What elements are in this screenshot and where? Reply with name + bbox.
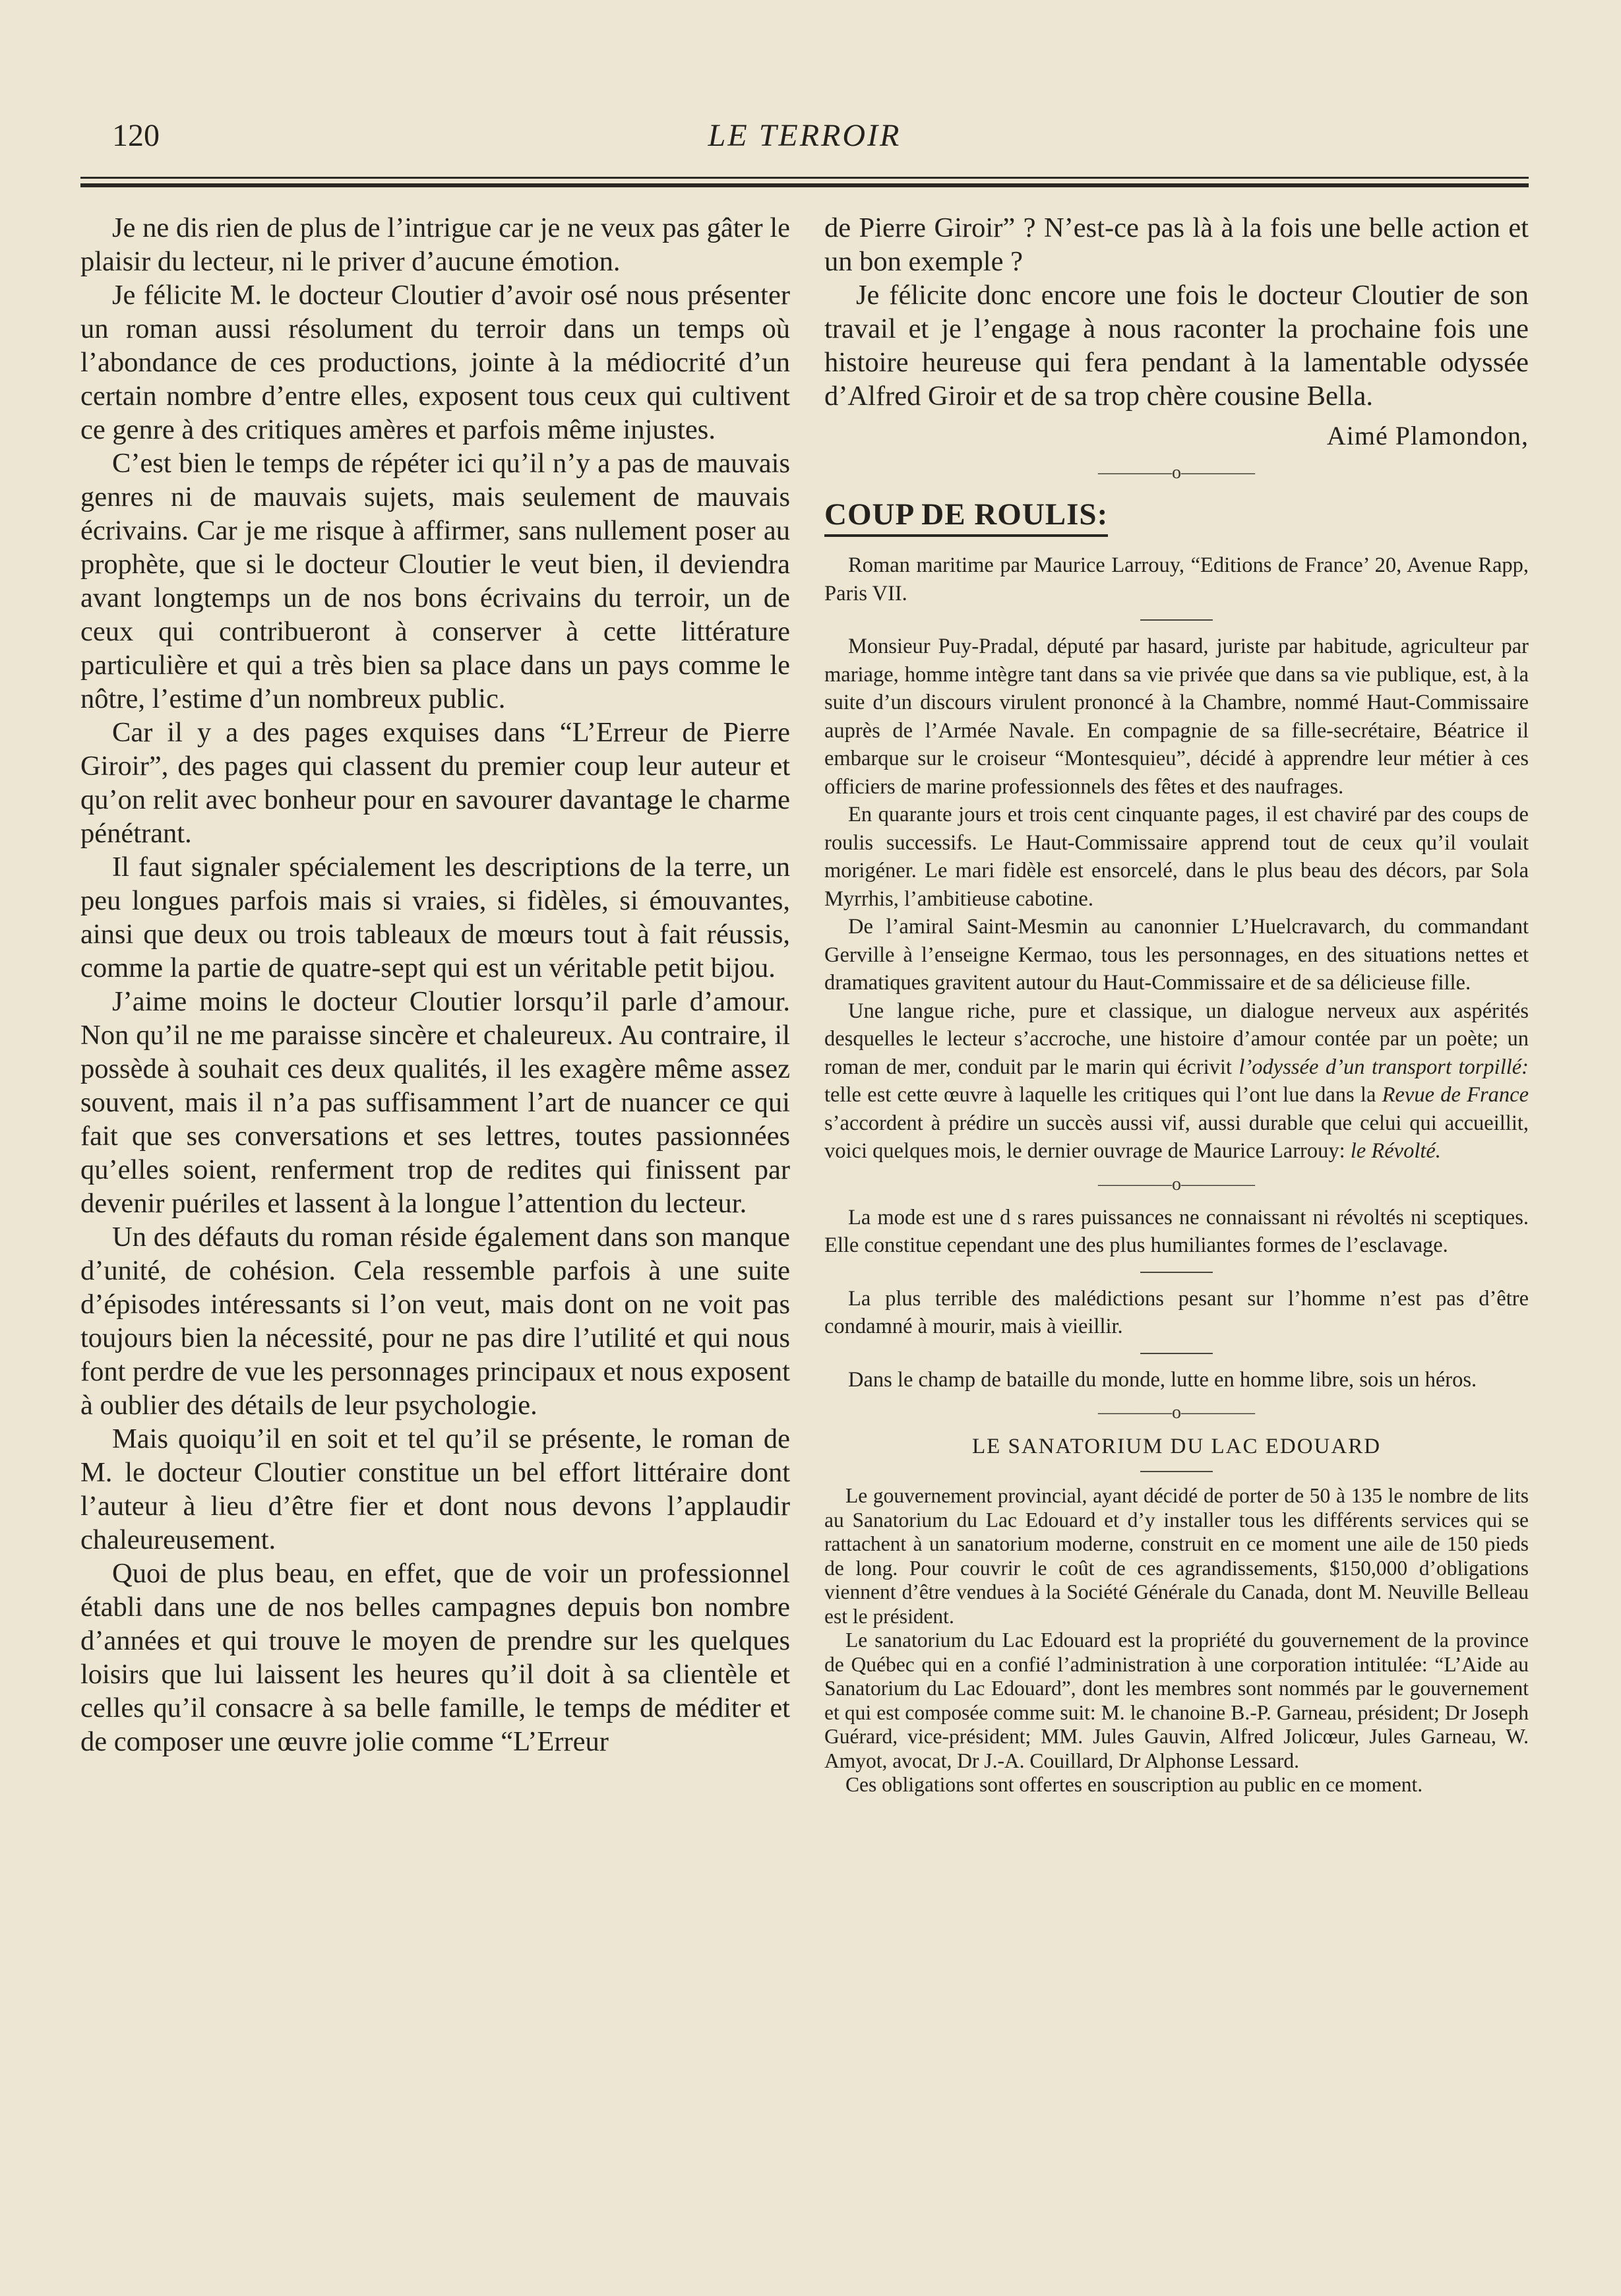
maxim-text: La plus terrible des malédictions pesant sur l’homme n’est pas d’être condamné à mourir, mais à vieillir. (824, 1286, 1529, 1338)
signature-first-name: Aimé (1326, 421, 1388, 450)
section-separator: ————o———— (1098, 1402, 1255, 1423)
paragraph: de Pierre Giroir” ? N’est-ce pas là à la fois une belle action et un bon exemple ? (824, 212, 1529, 277)
paragraph: J’aime moins le docteur Cloutier lorsqu’il parle d’amour. Non qu’il ne me paraisse sincère et chaleureux. Au contraire, il possède à souhait ces deux qualités, il les exagère même assez souvent, mais il n’a pas suffisamment l’art de nuancer ce qui fait que ses conversations et ses lettres, toutes passionnées qu’elles soient, renferment trop de redites qui finissent par devenir puériles et lassent à la longue l’attention du lecteur. (80, 986, 790, 1219)
paragraph: Monsieur Puy-Pradal, député par hasard, juriste par habitude, agriculteur par mariage, homme intègre tant dans sa vie privée que dans sa vie publique, est, à la suite d’un discours virulent prononcé à la Chambre, nommé Haut-Commissaire auprès de l’Armée Navale. En compagnie de sa fille-secrétaire, Béatrice il embarque sur le croiseur “Montesquieu”, décidé à apprendre leur métier à ces officiers de marine professionnels des fêtes et des naufrages. (824, 635, 1529, 799)
sanatorium-article (824, 1484, 1529, 1797)
header-rule-thin (80, 177, 1529, 179)
maxim-text: Dans le champ de bataille du monde, lutte en homme libre, sois un héros. (848, 1367, 1477, 1392)
paragraph: Mais quoiqu’il en soit et tel qu’il se présente, le roman de M. le docteur Cloutier constitue un bel effort littéraire dont l’auteur à lieu d’être fier et dont nous devons l’applaudir chaleureusement. (80, 1423, 790, 1555)
paragraph: Car il y a des pages exquises dans “L’Erreur de Pierre Giroir”, des pages qui classent du premier coup leur auteur et qu’on relit avec bonheur pour en savourer davantage le charme pénétrant. (80, 717, 790, 849)
review-source: Roman maritime par Maurice Larrouy, “Editions de France’ 20, Avenue Rapp, Paris VII. (824, 553, 1529, 605)
right-column (824, 211, 1529, 1797)
review-heading: COUP DE ROULIS: (824, 495, 1108, 537)
text-run: telle est cette œuvre à laquelle les critiques qui l’ont lue dans la (824, 1083, 1382, 1107)
short-rule (1140, 619, 1213, 621)
paragraph: Le gouvernement provincial, ayant décidé de porter de 50 à 135 le nombre de lits au Sanatorium du Lac Edouard et d’y installer tous les différents services qui se rattachent à un sanatorium moderne, construit en ce moment une aile de 150 pieds de long. Pour couvrir le coût de ces agrandissements, $150,000 d’obligations viennent d’être vendues à la Société Générale du Canada, dont M. Neuville Belleau est le président. (824, 1484, 1529, 1628)
section-separator: ————o———— (1098, 1173, 1255, 1195)
header-rule-thick (80, 183, 1529, 187)
paragraph: Je ne dis rien de plus de l’intrigue car je ne veux pas gâter le plaisir du lecteur, ni le priver d’aucune émotion. (80, 212, 790, 277)
paragraph: Un des défauts du roman réside également dans son manque d’unité, de cohésion. Cela ressemble parfois à une suite d’épisodes intéressants si l’on veut, mais dont on ne voit pas toujours bien la nécessité, pour ne pas dire l’utilité et qui nous font perdre de vue les personnages principaux et nous exposent à oublier des détails de leur psychologie. (80, 1222, 790, 1421)
paragraph: Il faut signaler spécialement les descriptions de la terre, un peu longues parfois mais si vraies, si fidèles, si émouvantes, ainsi que deux ou trois tableaux de mœurs tout à fait réussis, comme la partie de quatre-sept qui est un véritable petit bijou. (80, 852, 790, 983)
paragraph: C’est bien le temps de répéter ici qu’il n’y a pas de mauvais genres ni de mauvais sujets, mais seulement de mauvais écrivains. Car je me risque à affirmer, sans nullement poser au prophète, que si le docteur Cloutier le veut bien, il deviendra avant longtemps un de nos bons écrivains du terroir, un de ceux qui contribueront à conserver à cette littérature particulière et qui a très bien sa place dans un pays comme le nôtre, l’estime d’un nombreux public. (80, 448, 790, 714)
signature-last-name: Plamondon, (1395, 421, 1529, 450)
maxim (824, 1366, 1529, 1394)
short-rule (1140, 1272, 1213, 1273)
paragraph: En quarante jours et trois cent cinquante pages, il est chaviré par des coups de roulis successifs. Le Haut-Commissaire apprend tout de ceux qu’il voulait morigéner. Le mari fidèle est ensorcelé, dans le plus beau des décors, par Sola Myrrhis, l’ambitieuse cabotine. (824, 803, 1529, 911)
short-rule (1140, 1471, 1213, 1472)
paragraph: Je félicite donc encore une fois le docteur Cloutier de son travail et je l’engage à nous raconter la prochaine fois une histoire heureuse qui fera pendant à la lamentable odyssée d’Alfred Giroir et de sa trop chère cousine Bella. (824, 280, 1529, 412)
maxim (824, 1285, 1529, 1341)
italic-title: Revue de France (1382, 1083, 1529, 1107)
paragraph (824, 997, 1529, 1165)
review-block (824, 551, 1529, 1165)
italic-title: le Révolté. (1350, 1139, 1441, 1163)
article-continuation (824, 211, 1529, 413)
short-rule (1140, 1353, 1213, 1354)
paragraph: Le sanatorium du Lac Edouard est la propriété du gouvernement de la province de Québec qui en a confié l’administration à une corporation intitulée: “L’Aide au Sanatorium du Lac Edouard”, dont les membres sont nommés par le gouvernement et qui est composée comme suit: M. le chanoine B.-P. Garneau, président; Dr Joseph Guérard, vice-président; MM. Jules Gauvin, Alfred Jolicœur, Jules Garneau, W. Amyot, avocat, Dr J.-A. Couillard, Dr Alphonse Lessard. (824, 1629, 1529, 1772)
journal-title: LE TERROIR (708, 118, 902, 153)
paragraph: De l’amiral Saint-Mesmin au canonnier L’Huelcravarch, du commandant Gerville à l’enseigne Kermao, tous les personnages, en des situations nettes et dramatiques gravitent autour du Haut-Commissaire et de sa délicieuse fille. (824, 915, 1529, 995)
running-header (80, 117, 1529, 164)
italic-title: l’odyssée d’un transport torpillé: (1239, 1055, 1529, 1079)
paragraph: Quoi de plus beau, en effet, que de voir un professionnel établi dans une de nos belles campagnes depuis bon nombre d’années et qui trouve le moyen de prendre sur les quelques loisirs que lui laissent les heures qu’il doit à sa clientèle et celles qu’il consacre à sa belle famille, le temps de méditer et de composer une œuvre jolie comme “L’Erreur (80, 1558, 790, 1757)
maxim-text: La mode est une d s rares puissances ne connaissant ni révoltés ni sceptiques. Elle constitue cependant une des plus humiliantes formes de l’esclavage. (824, 1205, 1529, 1257)
maxim (824, 1204, 1529, 1260)
left-column (80, 211, 790, 1758)
paragraph: Ces obligations sont offertes en souscription au public en ce moment. (845, 1773, 1423, 1796)
paragraph: Je félicite M. le docteur Cloutier d’avoir osé nous présenter un roman aussi résolument du terroir dans un temps où l’abondance de ces productions, jointe à la médiocrité d’un certain nombre d’entre elles, exposent tous ceux qui cultivent ce genre à des critiques amères et parfois même injustes. (80, 280, 790, 445)
text-run: s’accordent à prédire un succès aussi vif, aussi durable que celui qui accueillit, voici quelques mois, le dernier ouvrage de Maurice Larrouy: (824, 1111, 1529, 1163)
author-signature (824, 418, 1529, 454)
section-separator: ————o———— (1098, 462, 1255, 483)
sanatorium-title: LE SANATORIUM DU LAC EDOUARD (971, 1435, 1382, 1458)
text-run: Une langue riche, pure et classique, un dialogue nerveux aux aspérités desquelles le lecteur s’accroche, une histoire d’amour contée par un poète; un roman de mer, conduit par le marin qui écrivit (824, 999, 1529, 1079)
page-number: 120 (112, 118, 160, 153)
